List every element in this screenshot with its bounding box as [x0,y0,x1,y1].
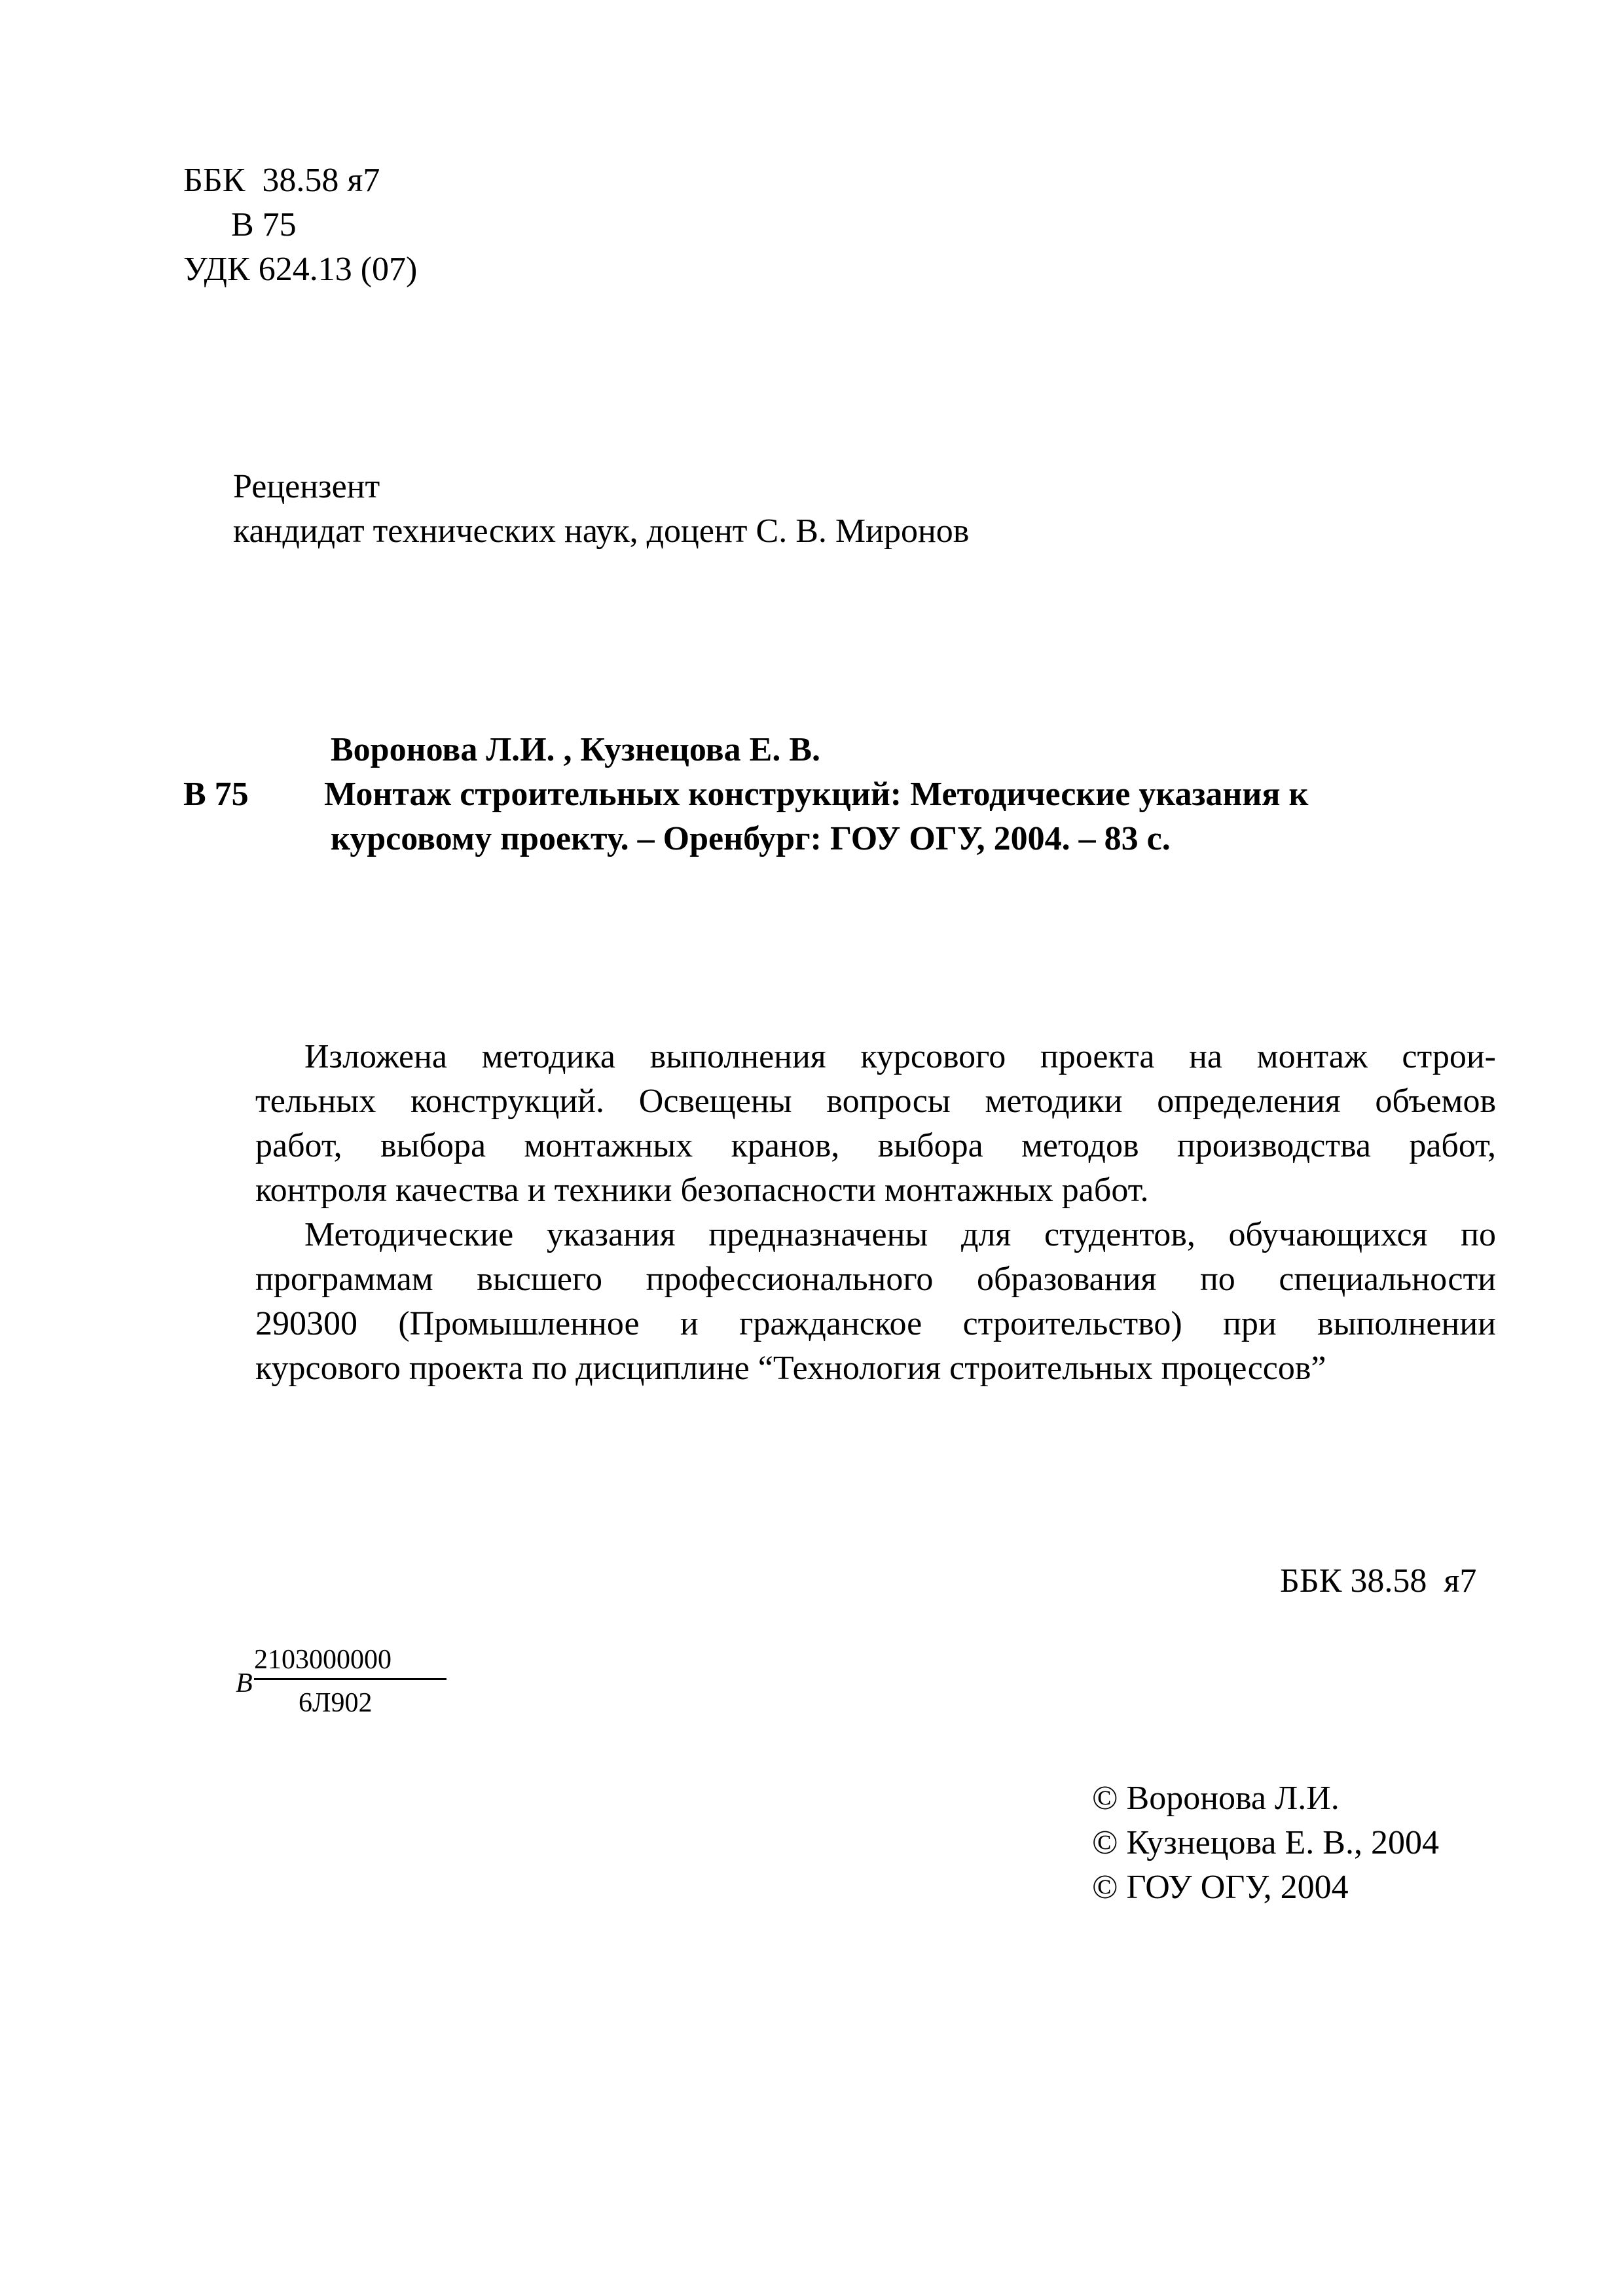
abstract-p1-line4: контроля качества и техники безопасности монтажных работ. [255,1172,1149,1209]
udk-code: УДК 624.13 (07) [183,251,418,288]
reviewer-name: кандидат технических наук, доцент С. В. Миронов [233,512,970,550]
abstract-p1-line2: тельных конструкций. Освещены вопросы методики определения объемов [255,1083,1496,1120]
publisher-code-denominator: 6Л902 [299,1688,373,1718]
abstract-p2-line1: Методические указания предназначены для студентов, обучающихся по [304,1216,1496,1253]
abstract-p2-line3: 290300 (Промышленное и гражданское строительство) при выполнении [255,1305,1496,1342]
abstract-p1-line3: работ, выбора монтажных кранов, выбора методов производства работ, [255,1127,1496,1164]
bbk-code: ББК 38.58 я7 [183,162,380,199]
fraction-bar [254,1678,447,1680]
citation-code: В 75 [183,776,249,813]
bbk-right: ББК 38.58 я7 [1280,1562,1477,1600]
abstract-p2-line2: программам высшего профессионального образования по специальности [255,1261,1496,1298]
publisher-code-prefix: В [236,1668,253,1698]
abstract-p2-line4: курсового проекта по дисциплине “Технология строительных процессов” [255,1350,1326,1387]
copyright-line-3: © ГОУ ОГУ, 2004 [1092,1869,1349,1906]
copyright-line-2: © Кузнецова Е. В., 2004 [1092,1824,1439,1861]
citation-title-line1: Монтаж строительных конструкций: Методические указания к [324,776,1309,813]
abstract-p1-line1: Изложена методика выполнения курсового проекта на монтаж строи- [304,1038,1496,1075]
copyright-line-1: © Воронова Л.И. [1092,1780,1340,1817]
citation-authors: Воронова Л.И. , Кузнецова Е. В. [331,731,821,768]
author-mark: В 75 [231,206,297,243]
citation-title-line2: курсовому проекту. – Оренбург: ГОУ ОГУ, 2004. – 83 с. [331,820,1171,857]
reviewer-label: Рецензент [233,468,380,505]
publisher-code-numerator: 2103000000 [254,1645,392,1675]
